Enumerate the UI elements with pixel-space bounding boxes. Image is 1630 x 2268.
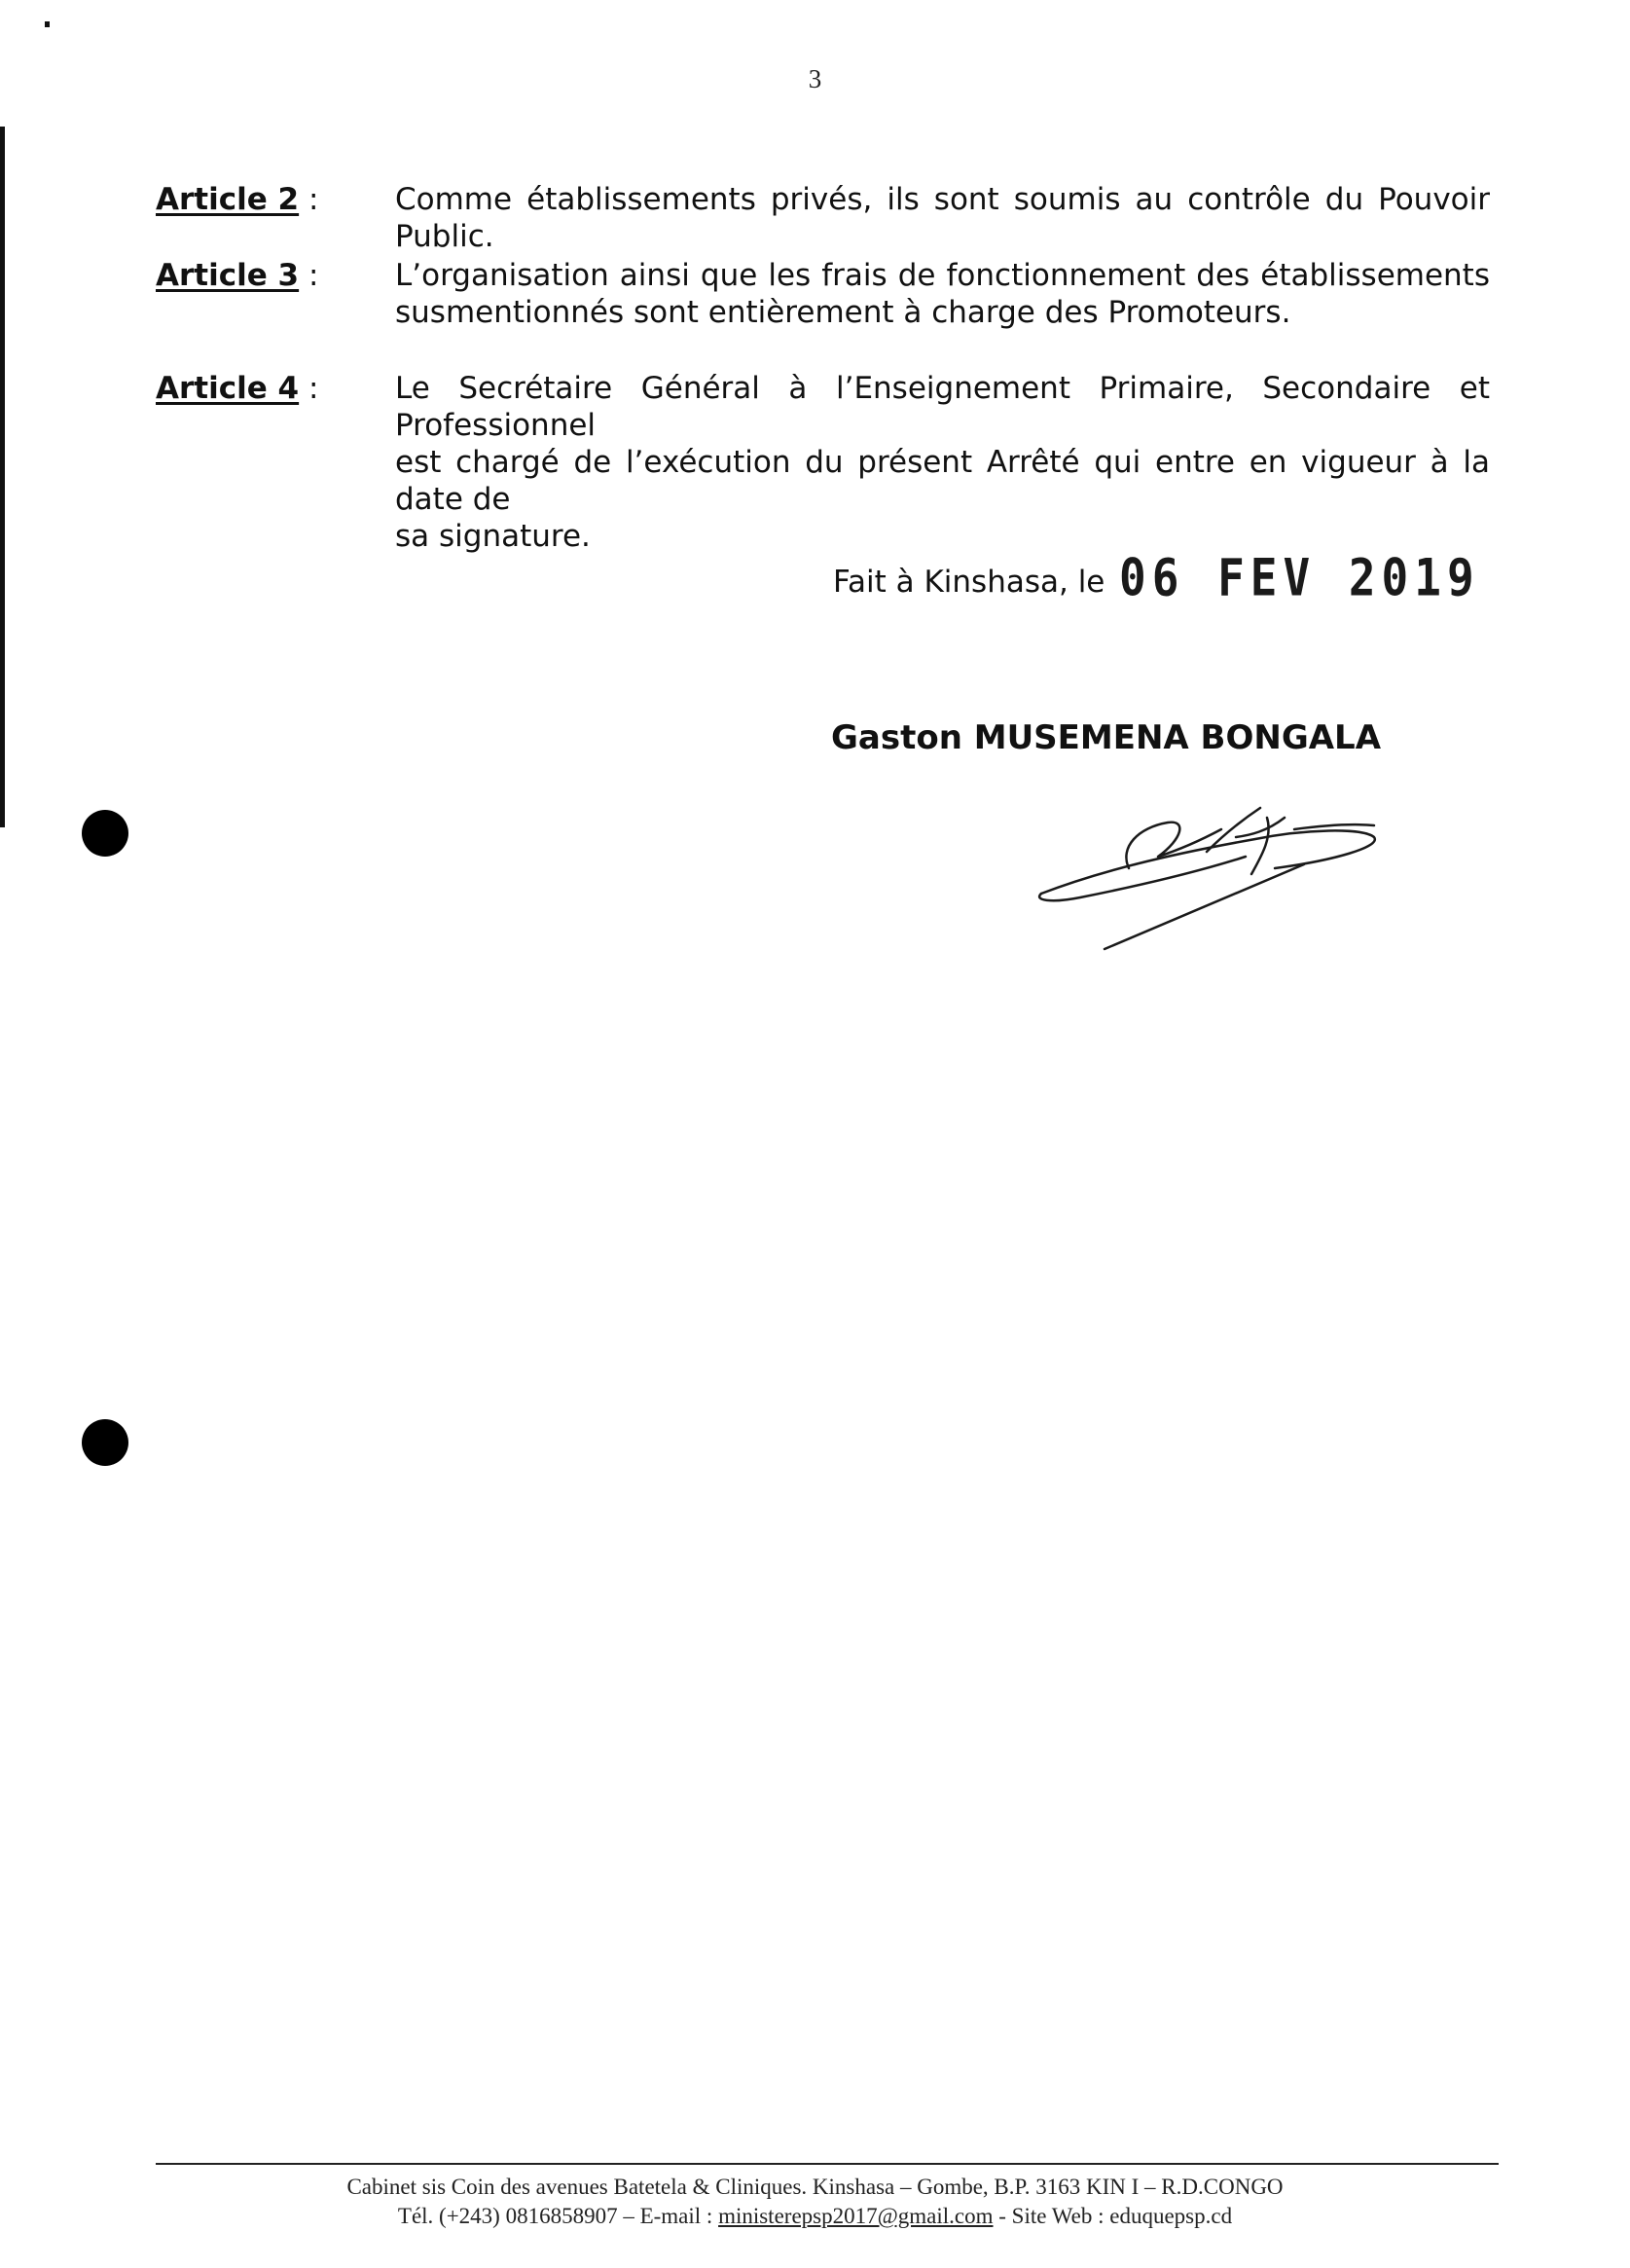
article-label <box>156 257 370 294</box>
article-line: Comme établissements privés, ils sont soumis au contrôle du Pouvoir Public. <box>395 182 1490 254</box>
punch-hole-bottom <box>82 1419 128 1466</box>
scan-speck <box>45 21 50 27</box>
footer-divider <box>156 2163 1499 2165</box>
article-2 <box>156 181 1499 255</box>
article-3 <box>156 257 1499 331</box>
article-body <box>395 370 1490 555</box>
article-label-colon: : <box>299 371 319 406</box>
article-label-text: Article 4 <box>156 371 300 406</box>
footer-email: ministerepsp2017@gmail.com <box>718 2204 994 2228</box>
stamped-date: 06 FEV 2019 <box>1119 546 1480 608</box>
footer-tel: Tél. (+243) 0816858907 – E-mail : <box>397 2204 719 2228</box>
article-line: est chargé de l’exécution du présent Arrêté qui entre en vigueur à la date de <box>395 445 1490 517</box>
article-line: L’organisation ainsi que les frais de fonctionnement des établissements <box>395 258 1490 293</box>
scan-left-edge <box>0 127 5 827</box>
article-label-colon: : <box>299 182 319 217</box>
footer-site: - Site Web : eduquepsp.cd <box>993 2204 1233 2228</box>
footer-contact <box>0 2202 1630 2231</box>
article-label <box>156 370 370 407</box>
article-label <box>156 181 370 218</box>
article-line: susmentionnés sont entièrement à charge des Promoteurs. <box>395 295 1291 330</box>
footer <box>0 2173 1630 2231</box>
article-4 <box>156 370 1499 555</box>
article-label-text: Article 2 <box>156 182 300 217</box>
article-label-text: Article 3 <box>156 258 300 293</box>
footer-address: Cabinet sis Coin des avenues Batetela & Cliniques. Kinshasa – Gombe, B.P. 3163 KIN I – R.D.CONGO <box>346 2175 1284 2199</box>
article-line: sa signature. <box>395 519 591 554</box>
signatory-name: Gaston MUSEMENA BONGALA <box>831 718 1382 757</box>
handwritten-signature <box>1012 779 1421 973</box>
page-number: 3 <box>808 64 822 93</box>
article-line: Le Secrétaire Général à l’Enseignement Primaire, Secondaire et Professionnel <box>395 371 1490 443</box>
article-label-colon: : <box>299 258 319 293</box>
place-and-date-text: Fait à Kinshasa, le <box>833 565 1105 600</box>
punch-hole-top <box>82 810 128 857</box>
article-body <box>395 181 1490 255</box>
article-body <box>395 257 1490 331</box>
